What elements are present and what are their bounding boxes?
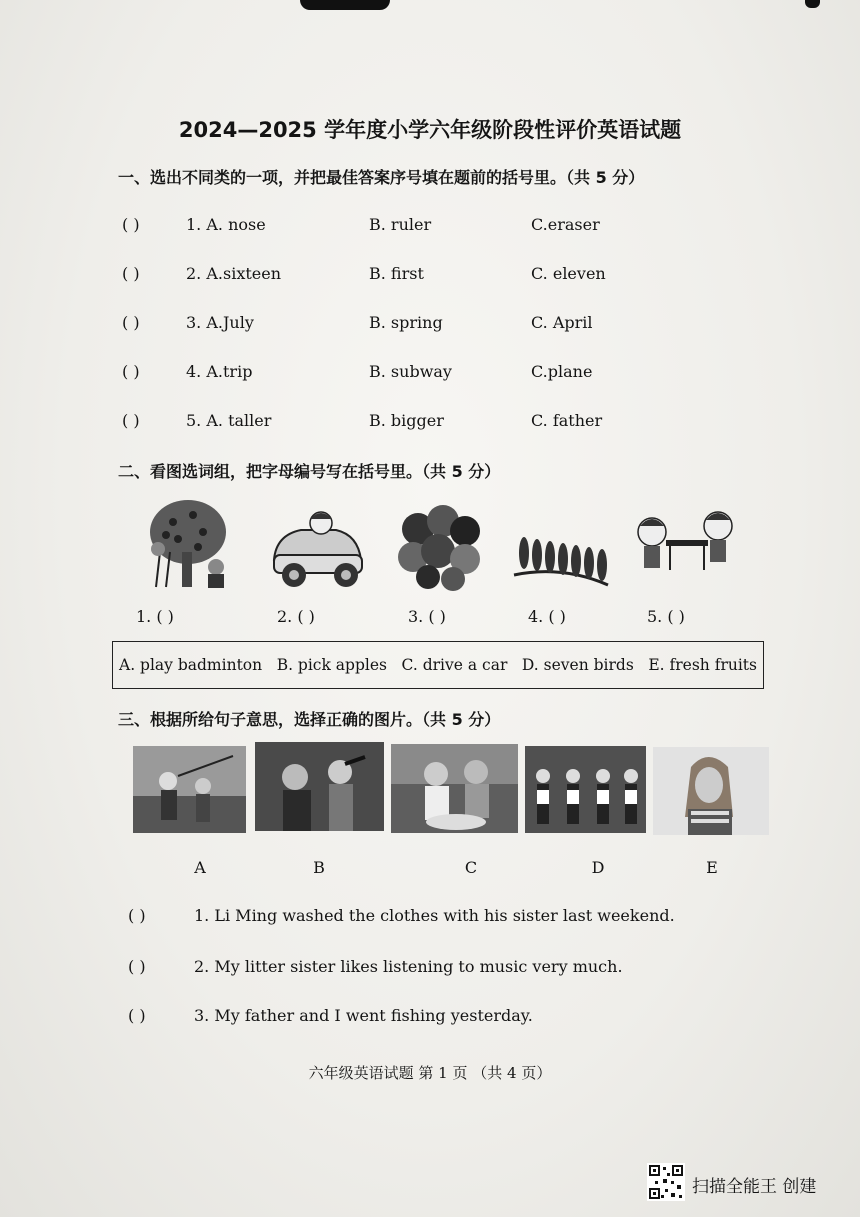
answer-paren: ( )	[122, 362, 140, 381]
option-a: A. play badminton	[119, 656, 263, 674]
option-a-text: 3. A.July	[186, 313, 254, 332]
option-b-text: B. first	[369, 264, 424, 283]
option-a-text: 5. A. taller	[186, 411, 272, 430]
sentence-text: 2. My litter sister likes listening to music very much.	[194, 957, 623, 976]
section-1-heading: 一、选出不同类的一项，并把最佳答案序号填在题前的括号里。（共 5 分）	[118, 168, 645, 187]
section-2-heading: 二、看图选词组，把字母编号写在括号里。（共 5 分）	[118, 462, 501, 481]
picture-car	[266, 505, 368, 590]
picture-fruits	[393, 499, 488, 591]
photo-label: E	[706, 858, 718, 877]
option-a-text: 4. A.trip	[186, 362, 253, 381]
answer-paren: ( )	[128, 957, 146, 976]
picture-answer-blank: 3. ( )	[408, 607, 446, 626]
picture-answer-blank: 2. ( )	[277, 607, 315, 626]
answer-paren: ( )	[128, 906, 146, 925]
photo-label: B	[313, 858, 325, 877]
option-c: C. drive a car	[401, 656, 508, 674]
option-a-text: 2. A.sixteen	[186, 264, 282, 283]
photo-label: C	[464, 858, 478, 877]
option-c-text: C. father	[531, 411, 603, 430]
option-b: B. pick apples	[276, 656, 387, 674]
page-title: 2024—2025 学年度小学六年级阶段性评价英语试题	[178, 118, 682, 142]
option-a-text: 1. A. nose	[186, 215, 266, 234]
scan-artifact	[300, 0, 390, 10]
picture-answer-blank: 1. ( )	[136, 607, 174, 626]
photo-label: A	[194, 858, 206, 877]
picture-birds	[512, 505, 610, 590]
option-b-text: B. subway	[369, 362, 452, 381]
watermark-brand: 扫描全能王 创建	[692, 1177, 817, 1197]
sentence-text: 3. My father and I went fishing yesterday.	[194, 1006, 533, 1025]
option-b-text: B. ruler	[369, 215, 432, 234]
answer-paren: ( )	[122, 215, 140, 234]
picture-answer-blank: 4. ( )	[528, 607, 566, 626]
option-c-text: C.eraser	[531, 215, 600, 234]
option-d: D. seven birds	[521, 656, 634, 674]
sentence-text: 1. Li Ming washed the clothes with his sister last weekend.	[194, 906, 675, 925]
page-footer: 六年级英语试题 第 1 页 （共 4 页）	[308, 1064, 552, 1082]
word-bank	[112, 641, 764, 689]
picture-apple-tree	[138, 497, 238, 592]
photo-c	[391, 744, 518, 833]
picture-badminton	[630, 500, 742, 592]
option-b-text: B. spring	[369, 313, 443, 332]
answer-paren: ( )	[122, 264, 140, 283]
option-e: E. fresh fruits	[648, 656, 757, 674]
picture-answer-blank: 5. ( )	[647, 607, 685, 626]
photo-d	[525, 746, 646, 833]
photo-e	[653, 747, 769, 835]
photo-b	[255, 742, 384, 831]
answer-paren: ( )	[122, 411, 140, 430]
option-c-text: C. eleven	[531, 264, 606, 283]
section-3-heading: 三、根据所给句子意思，选择正确的图片。（共 5 分）	[118, 710, 501, 729]
qr-code-icon	[647, 1163, 685, 1201]
option-c-text: C. April	[531, 313, 593, 332]
option-b-text: B. bigger	[369, 411, 444, 430]
answer-paren: ( )	[128, 1006, 146, 1025]
answer-paren: ( )	[122, 313, 140, 332]
photo-label: D	[591, 858, 605, 877]
option-c-text: C.plane	[531, 362, 593, 381]
photo-a	[133, 746, 246, 833]
